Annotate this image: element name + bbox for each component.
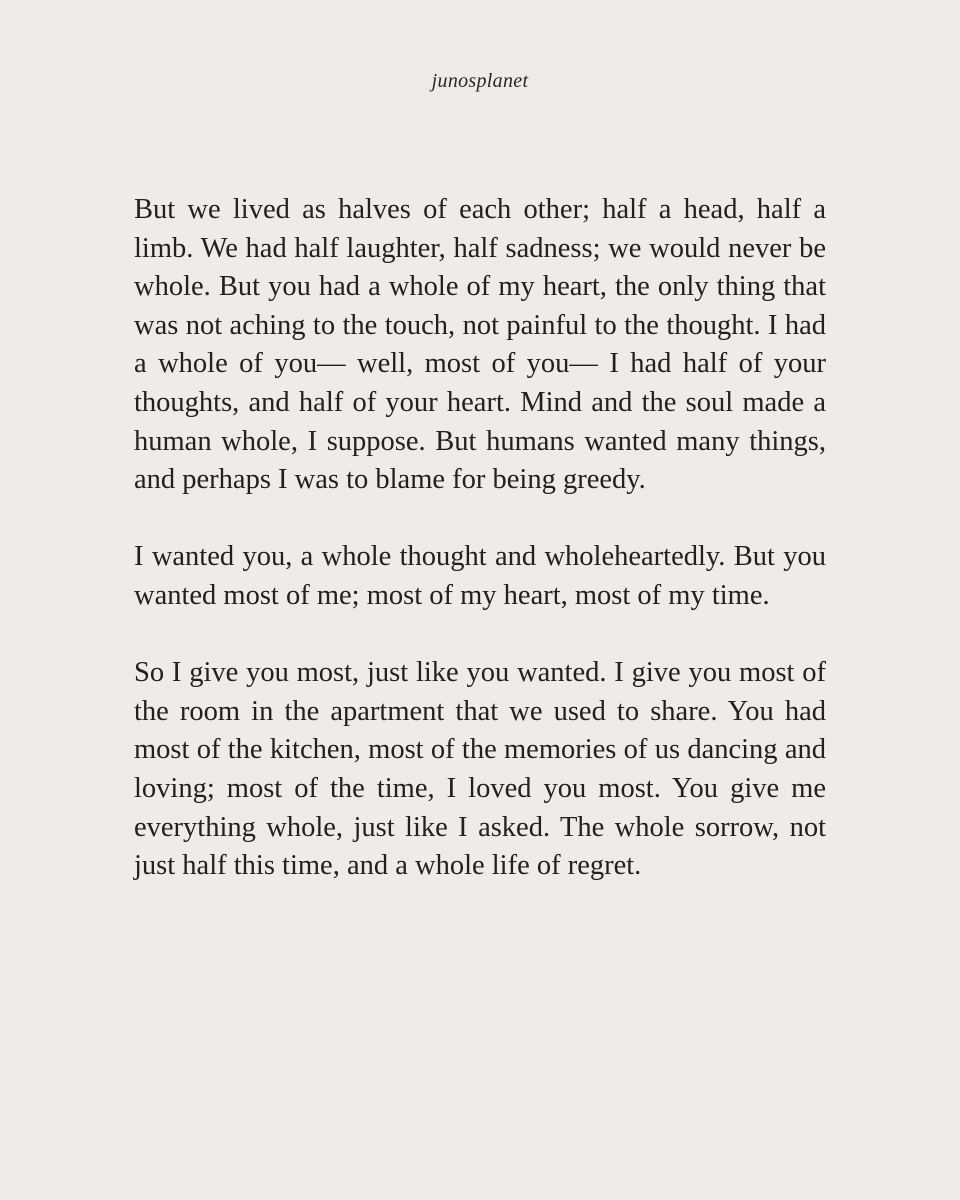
paragraph-2: I wanted you, a whole thought and wholeheartedly. But you wanted most of me; most of my heart, most of my time. bbox=[134, 541, 826, 611]
poem-body bbox=[134, 191, 826, 886]
author-handle: junosplanet bbox=[431, 70, 529, 92]
paragraph-1: But we lived as halves of each other; half a head, half a limb. We had half laughter, half sadness; we would never be whole. But you had a whole of my heart, the only thing that was not aching to the touch, not painful to the thought. I had a whole of you— well, most of you— I had half of your thoughts, and half of your heart. Mind and the soul made a human whole, I suppose. But humans wanted many things, and perhaps I was to blame for being greedy. bbox=[134, 194, 826, 496]
paragraph-3: So I give you most, just like you wanted. I give you most of the room in the apartment that we used to share. You had most of the kitchen, most of the memories of us dancing and loving; most of the time, I loved you most. You give me everything whole, just like I asked. The whole sorrow, not just half this time, and a whole life of regret. bbox=[134, 657, 826, 882]
